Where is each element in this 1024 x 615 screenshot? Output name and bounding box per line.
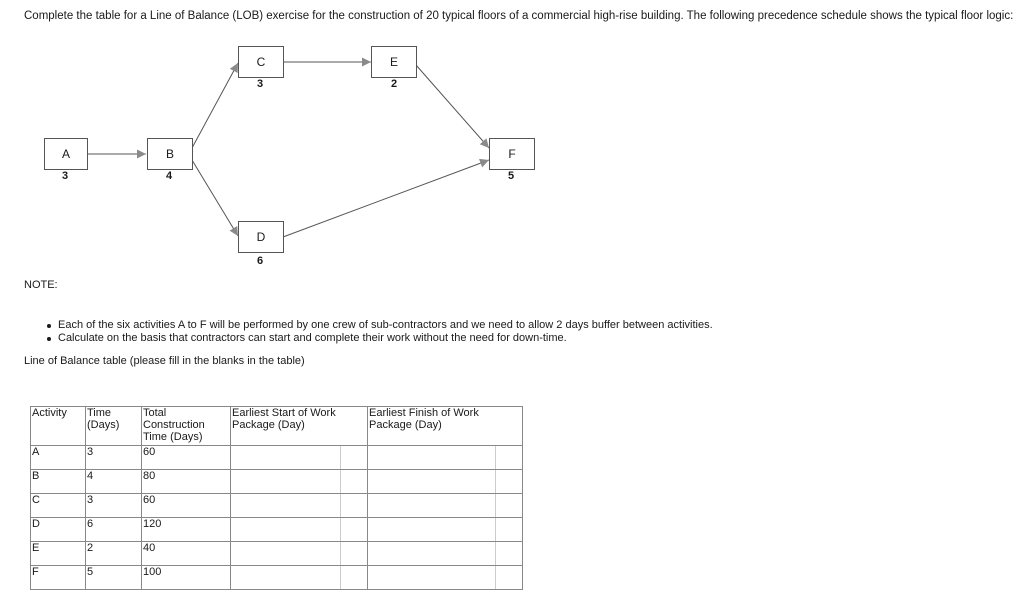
cell-earliest-finish[interactable] xyxy=(368,566,523,590)
cell-time: 4 xyxy=(86,470,142,494)
header-time: Time (Days) xyxy=(86,407,142,446)
cell-time: 5 xyxy=(86,566,142,590)
note-item: Each of the six activities A to F will be performed by one crew of sub-contractors and we need to allow 2 days buffer between activities. xyxy=(58,319,713,331)
table-row xyxy=(31,518,523,542)
table-caption: Line of Balance table (please fill in the blanks in the table) xyxy=(24,355,305,367)
cell-total: 120 xyxy=(142,518,231,542)
node-c-duration: 3 xyxy=(256,78,264,90)
cell-total: 60 xyxy=(142,446,231,470)
cell-activity: F xyxy=(31,566,86,590)
arrow-e-f xyxy=(416,65,489,148)
cell-time: 3 xyxy=(86,494,142,518)
node-b-label: B xyxy=(165,147,174,161)
arrow-b-d xyxy=(192,160,238,236)
node-b-duration: 4 xyxy=(165,170,173,182)
note-item: Calculate on the basis that contractors can start and complete their work without the need for down-time. xyxy=(58,332,713,344)
node-f-duration: 5 xyxy=(507,170,515,182)
header-activity: Activity xyxy=(31,407,86,446)
cell-total: 60 xyxy=(142,494,231,518)
cell-time: 6 xyxy=(86,518,142,542)
cell-time: 2 xyxy=(86,542,142,566)
node-d xyxy=(238,221,284,253)
header-earliest-finish: Earliest Finish of Work Package (Day) xyxy=(368,407,523,446)
cell-earliest-finish[interactable] xyxy=(368,494,523,518)
note-label: NOTE: xyxy=(24,279,58,291)
cell-activity: B xyxy=(31,470,86,494)
cell-earliest-start[interactable] xyxy=(231,494,368,518)
cell-activity: D xyxy=(31,518,86,542)
node-a-label: A xyxy=(61,147,70,161)
node-e xyxy=(371,46,417,78)
node-e-duration: 2 xyxy=(390,78,398,90)
lob-table xyxy=(30,406,523,590)
cell-earliest-finish[interactable] xyxy=(368,518,523,542)
table-row xyxy=(31,494,523,518)
table-header-row xyxy=(31,407,523,446)
header-total: Total Construction Time (Days) xyxy=(142,407,231,446)
table-row xyxy=(31,446,523,470)
cell-earliest-start[interactable] xyxy=(231,446,368,470)
cell-earliest-start[interactable] xyxy=(231,518,368,542)
cell-time: 3 xyxy=(86,446,142,470)
table-row xyxy=(31,542,523,566)
header-earliest-start: Earliest Start of Work Package (Day) xyxy=(231,407,368,446)
cell-total: 40 xyxy=(142,542,231,566)
table-row xyxy=(31,566,523,590)
notes-list xyxy=(58,319,713,345)
node-a xyxy=(44,138,88,170)
cell-activity: C xyxy=(31,494,86,518)
node-c-label: C xyxy=(256,55,266,69)
cell-earliest-start[interactable] xyxy=(231,542,368,566)
node-b xyxy=(147,138,193,170)
question-text: Complete the table for a Line of Balance (LOB) exercise for the construction of 20 typical floors of a commercial high-rise building. The following precedence schedule shows the typical floor logic: xyxy=(24,10,1014,22)
cell-total: 100 xyxy=(142,566,231,590)
table-row xyxy=(31,470,523,494)
node-a-duration: 3 xyxy=(61,170,69,182)
cell-earliest-finish[interactable] xyxy=(368,542,523,566)
arrow-d-f xyxy=(283,160,489,237)
cell-earliest-start[interactable] xyxy=(231,470,368,494)
node-d-label: D xyxy=(256,230,266,244)
cell-earliest-finish[interactable] xyxy=(368,446,523,470)
node-e-label: E xyxy=(389,55,398,69)
cell-earliest-finish[interactable] xyxy=(368,470,523,494)
node-f-label: F xyxy=(508,147,516,161)
cell-activity: A xyxy=(31,446,86,470)
arrow-b-c xyxy=(192,63,238,148)
cell-earliest-start[interactable] xyxy=(231,566,368,590)
cell-total: 80 xyxy=(142,470,231,494)
node-c xyxy=(238,46,284,78)
cell-activity: E xyxy=(31,542,86,566)
node-d-duration: 6 xyxy=(256,255,264,267)
node-f xyxy=(489,138,535,170)
